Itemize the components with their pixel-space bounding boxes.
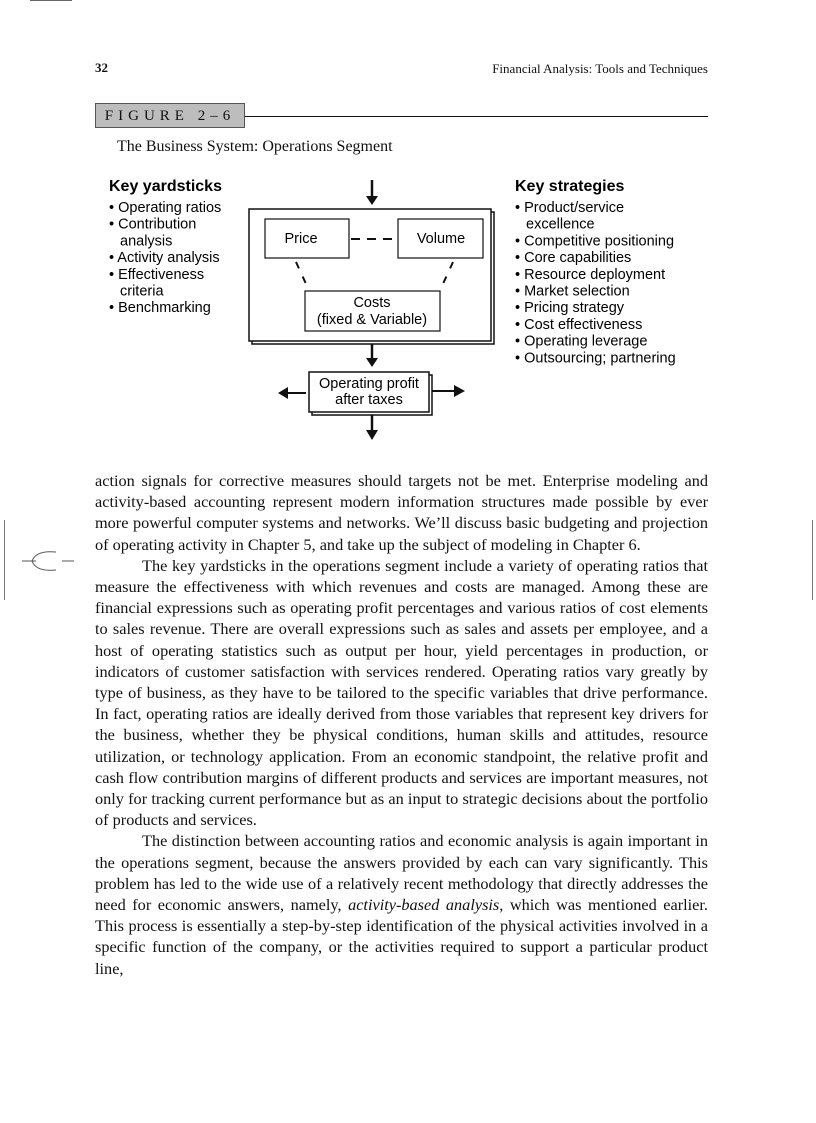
- yardstick-item-4: • Effectiveness: [109, 266, 205, 283]
- price-label: Price: [284, 231, 318, 247]
- running-title: Financial Analysis: Tools and Techniques: [492, 61, 708, 76]
- registration-mark: [22, 548, 78, 574]
- arrow-profit-down-head: [366, 430, 378, 440]
- paragraph-3-end: , which was mentioned earlier. This process is essentially a step-by-step identification of the physical activities involved in a specific function of the company, or the activities required to support a particular product line,: [95, 895, 709, 978]
- strategy-item-8: • Operating leverage: [515, 333, 648, 350]
- yardstick-item-4-cont: criteria: [120, 283, 164, 300]
- paragraph-1: action signals for corrective measures should targets not be met. Enterprise modeling and activity-based accounting represent modern information structures made possible by ever more powerful computer systems and networks. We’ll discuss basic budgeting and projection of operating activity in Chapter 5, and take up the subject of modeling in Chapter 6.: [95, 471, 708, 554]
- yardstick-item-1: • Operating ratios: [109, 200, 222, 216]
- paragraph-3: [95, 830, 708, 978]
- paragraph-2: The key yardsticks in the operations segment include a variety of operating ratios that measure the effectiveness with which revenues and costs are managed. Among these are financial expressions such as operating profit percentages and various ratios of cost elements to sales revenue. There are overall expressions such as sales and assets per employee, and a host of operating statistics such as output per hour, yield percentages in production, or indicators of customer satisfaction with services rendered. Operating ratios vary greatly by type of business, as they have to be tailored to the specific variables that drive performance. In fact, operating ratios are ideally derived from those variables that represent key drivers for the business, whether they be physical conditions, human skills and attitudes, resource utilization, or technology application. From an economic standpoint, the relative profit and cash flow contribution margins of different products and services are important measures, not only for tracking current performance but as an input to strategic decisions about the portfolio of products and services.: [95, 555, 708, 830]
- strategy-item-2: • Competitive positioning: [515, 233, 675, 250]
- arrow-in-top-head: [366, 196, 378, 205]
- strategies-heading: Key strategies: [515, 178, 625, 195]
- strategy-item-9: • Outsourcing; partnering: [515, 350, 676, 367]
- strategy-item-6: • Pricing strategy: [515, 300, 625, 317]
- operations-diagram: [0, 0, 816, 460]
- yardstick-item-2-cont: analysis: [120, 233, 173, 250]
- yardstick-item-3: • Activity analysis: [109, 250, 220, 267]
- yardsticks-list: [109, 200, 221, 316]
- yardsticks-heading: Key yardsticks: [109, 178, 222, 195]
- yardstick-item-2: • Contribution: [109, 216, 197, 233]
- arrow-profit-left-head: [278, 387, 288, 399]
- volume-label: Volume: [416, 231, 466, 247]
- strategy-item-3: • Core capabilities: [515, 250, 632, 267]
- left-margin-mark: [4, 520, 5, 600]
- profit-label-line1: Operating profit: [319, 376, 419, 392]
- activity-based-analysis-term: activity-based analysis: [348, 895, 500, 915]
- yardstick-item-5: • Benchmarking: [109, 300, 211, 317]
- strategy-item-4: • Resource deployment: [515, 266, 666, 283]
- arrow-to-profit-head: [366, 358, 378, 367]
- body-text: [95, 470, 708, 979]
- paragraph-3-start: The distinction between accounting ratios and economic analysis is again important in the operations segment, because the answers provided by each can vary significantly. This problem has led to the wide use of a relatively recent methodology that directly addresses the need for economic answers, namely,: [95, 831, 708, 915]
- figure-label: FIGURE 2–6: [95, 103, 245, 128]
- profit-label-line2: after taxes: [335, 392, 403, 408]
- right-margin-mark: [812, 520, 813, 600]
- costs-label-line1: Costs: [353, 295, 391, 311]
- arrow-profit-right-head: [454, 385, 465, 397]
- figure-caption: The Business System: Operations Segment: [117, 138, 393, 155]
- strategy-item-1-cont: excellence: [526, 216, 595, 233]
- page-number: 32: [95, 60, 108, 75]
- strategy-item-1: • Product/service: [515, 200, 625, 216]
- strategies-list: [515, 200, 676, 366]
- strategy-item-7: • Cost effectiveness: [515, 316, 643, 333]
- costs-label-line2: (fixed & Variable): [316, 312, 428, 328]
- strategy-item-5: • Market selection: [515, 283, 630, 300]
